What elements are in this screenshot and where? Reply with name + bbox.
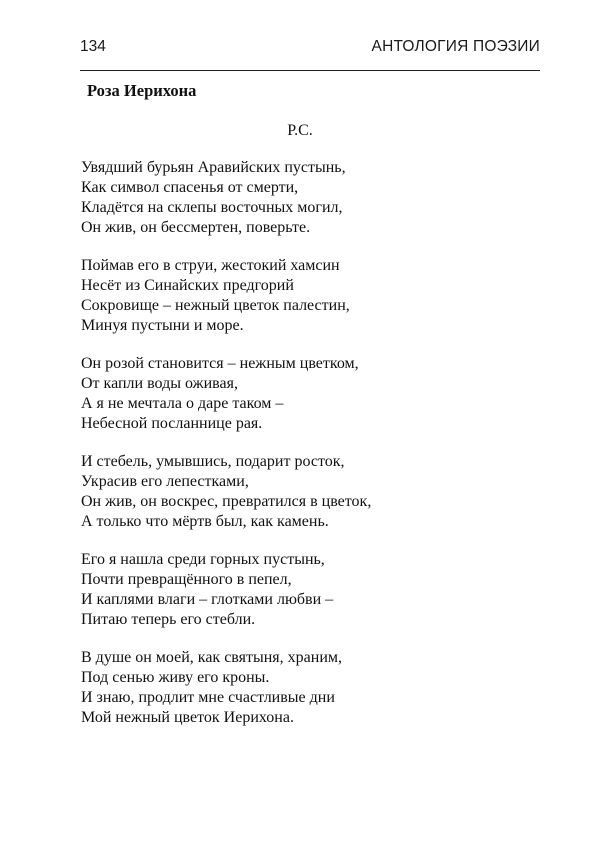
poem-line: От капли воды оживая, (81, 375, 238, 392)
poem-line: Сокровище – нежный цветок палестин, (81, 297, 350, 314)
poem-title: Роза Иерихона (87, 81, 197, 100)
poem-line: И стебель, умывшись, подарит росток, (81, 453, 345, 470)
poem-line: Поймав его в струи, жестокий хамсин (81, 257, 340, 274)
stanza-1 (81, 158, 541, 238)
poem-line: Кладётся на склепы восточных могил, (81, 199, 343, 216)
page-number: 134 (80, 38, 106, 55)
poem-line: А я не мечтала о даре таком – (81, 395, 284, 412)
poem-line: Как символ спасенья от смерти, (81, 179, 299, 196)
stanza-3 (81, 354, 541, 434)
book-title: АНТОЛОГИЯ ПОЭЗИИ (371, 38, 540, 55)
poem-line: Мой нежный цветок Иерихона. (81, 709, 294, 726)
poem-line: Увядший бурьян Аравийских пустынь, (81, 159, 346, 176)
poem-line: Он розой становится – нежным цветком, (81, 355, 359, 372)
poem-line: Украсив его лепестками, (81, 473, 249, 490)
poem-body (81, 158, 541, 746)
poem-line: Небесной посланнице рая. (81, 415, 263, 432)
poem-line: Под сенью живу его кроны. (81, 669, 270, 686)
poem-author: Р.С. (287, 122, 313, 139)
stanza-5 (81, 550, 541, 630)
poem-line: Почти превращённого в пепел, (81, 571, 292, 588)
poem-line: А только что мёртв был, как камень. (81, 513, 329, 530)
stanza-6 (81, 648, 541, 728)
poem-line: Несёт из Синайских предгорий (81, 277, 294, 294)
stanza-4 (81, 452, 541, 532)
poem-line: Его я нашла среди горных пустынь, (81, 551, 325, 568)
running-head (80, 36, 540, 58)
poem-line: И каплями влаги – глотками любви – (81, 591, 334, 608)
header-divider (80, 70, 540, 71)
poem-line: Питаю теперь его стебли. (81, 611, 256, 628)
poem-line: Минуя пустыни и море. (81, 317, 244, 334)
poem-line: В душе он моей, как святыня, храним, (81, 649, 343, 666)
poem-line: Он жив, он бессмертен, поверьте. (81, 219, 311, 236)
stanza-2 (81, 256, 541, 336)
poem-line: И знаю, продлит мне счастливые дни (81, 689, 335, 706)
poem-line: Он жив, он воскрес, превратился в цветок, (81, 493, 372, 510)
